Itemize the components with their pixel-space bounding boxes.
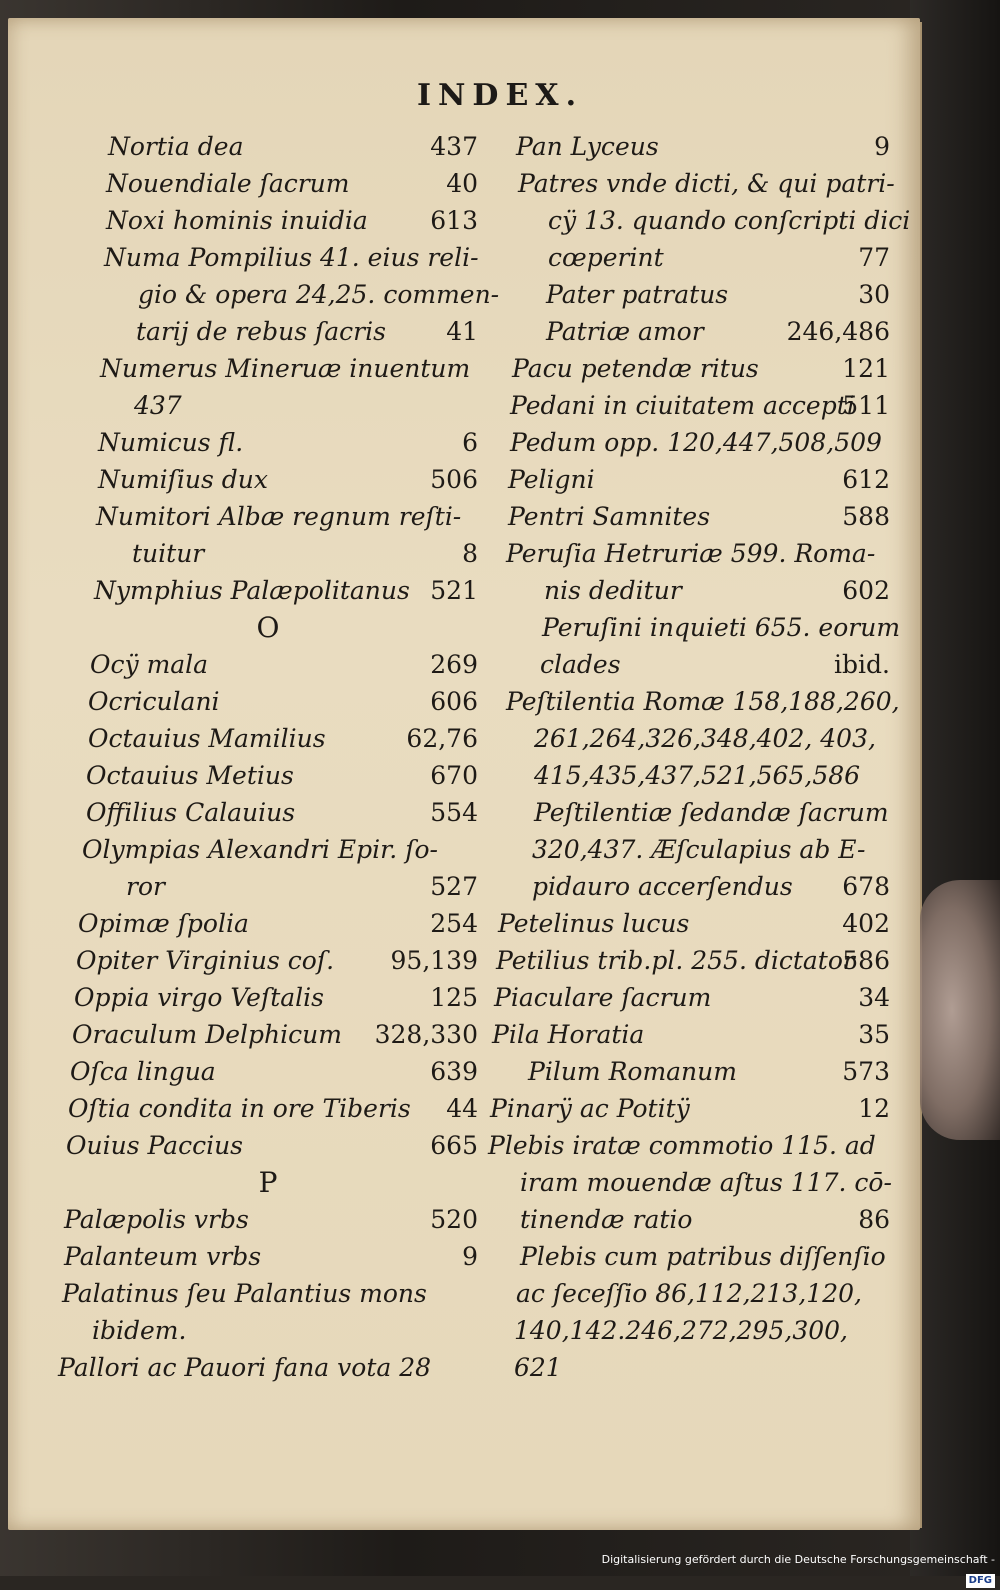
index-column-left <box>58 128 500 1386</box>
index-entry-page: 12 <box>858 1094 890 1123</box>
index-entry <box>58 387 478 424</box>
index-entry-text: cœperint <box>548 243 664 272</box>
index-entry <box>488 1090 890 1127</box>
index-entry <box>488 1127 890 1164</box>
index-entry-page: 511 <box>842 391 890 420</box>
index-entry-text: Palanteum vrbs <box>64 1242 262 1271</box>
index-entry-text: Oſca lingua <box>70 1057 216 1086</box>
index-entry-page: 554 <box>430 798 478 827</box>
index-entry-text: Petelinus lucus <box>498 909 690 938</box>
index-entry-text: Plebis iratæ commotio 115. ad <box>488 1131 876 1160</box>
index-entry <box>58 239 478 276</box>
index-entry-text: Pedani in ciuitatem accepti <box>510 391 855 420</box>
index-entry <box>58 1090 478 1127</box>
index-entry <box>488 1275 890 1312</box>
index-entry <box>488 1016 890 1053</box>
index-entry <box>58 202 478 239</box>
index-entry-page: 95,139 <box>390 946 478 975</box>
index-entry-text: pidauro accerſendus <box>532 872 793 901</box>
index-entry-page: 613 <box>430 206 478 235</box>
index-entry-text: Pacu petendæ ritus <box>512 354 759 383</box>
index-entry <box>58 1275 478 1312</box>
index-entry <box>58 1201 478 1238</box>
index-entry-text: Numiſius dux <box>98 465 269 494</box>
index-entry <box>488 276 890 313</box>
index-entry-text: Octauius Metius <box>86 761 294 790</box>
index-entry-text: nis deditur <box>544 576 682 605</box>
index-section-letter: O <box>256 611 280 644</box>
index-entry-text: Opimæ ſpolia <box>78 909 249 938</box>
index-entry <box>58 350 478 387</box>
index-entry <box>58 683 478 720</box>
index-entry-text: tinendæ ratio <box>520 1205 693 1234</box>
index-entry <box>488 942 890 979</box>
index-entry-text: 415,435,437,521,565,586 <box>534 761 861 790</box>
index-entry-text: iram mouendæ aſtus 117. cō- <box>520 1168 892 1197</box>
index-entry <box>58 979 478 1016</box>
index-entry <box>58 128 478 165</box>
index-entry-text: Patriæ amor <box>546 317 704 346</box>
index-entry <box>488 979 890 1016</box>
index-entry-text: Pallori ac Pauori fana vota 28 <box>58 1353 432 1382</box>
index-entry-text: Pater patratus <box>546 280 729 309</box>
index-entry-text: Nortia dea <box>108 132 244 161</box>
index-entry <box>488 572 890 609</box>
index-entry-page: 665 <box>430 1131 478 1160</box>
index-entry <box>488 720 890 757</box>
index-entry-page: 639 <box>430 1057 478 1086</box>
index-entry <box>58 1016 478 1053</box>
index-entry-page: 40 <box>446 169 478 198</box>
index-entry <box>488 498 890 535</box>
index-entry <box>488 535 890 572</box>
index-entry <box>488 350 890 387</box>
index-entry-page: 328,330 <box>374 1020 478 1049</box>
index-entry-text: 437 <box>134 391 182 420</box>
index-entry <box>488 1053 890 1090</box>
index-entry-page: 586 <box>842 946 890 975</box>
index-entry <box>58 313 478 350</box>
index-entry-text: Peruſia Hetruriæ 599. Roma- <box>506 539 876 568</box>
index-entry-page: 678 <box>842 872 890 901</box>
index-entry <box>488 1201 890 1238</box>
index-entry-page: 125 <box>430 983 478 1012</box>
index-entry-text: Petilius trib.pl. 255. dictator <box>496 946 855 975</box>
index-entry <box>58 868 478 905</box>
index-entry-page: 437 <box>430 132 478 161</box>
index-entry <box>58 535 478 572</box>
digitization-credit <box>600 1550 995 1586</box>
index-entry-text: 621 <box>514 1353 562 1382</box>
index-entry <box>488 1349 890 1386</box>
index-entry-text: gio & opera 24,25. commen- <box>138 280 500 309</box>
index-entry-page: 44 <box>446 1094 478 1123</box>
index-entry-text: clades <box>540 650 621 679</box>
index-entry <box>58 1238 478 1275</box>
page-title: INDEX. <box>416 78 584 113</box>
index-entry-text: ibidem. <box>92 1316 187 1345</box>
index-entry-text: Numicus fl. <box>98 428 244 457</box>
index-entry-text: Peruſini inquieti 655. eorum <box>542 613 901 642</box>
index-entry-text: Ocriculani <box>88 687 220 716</box>
index-entry-text: Peſtilentiæ ſedandæ ſacrum <box>534 798 889 827</box>
thumb-overlay <box>920 880 1000 1140</box>
index-entry-text: ac ſeceſſio 86,112,213,120, <box>516 1279 862 1308</box>
index-entry <box>488 609 901 646</box>
index-entry-page: 606 <box>430 687 478 716</box>
index-entry <box>58 905 478 942</box>
index-entry <box>58 572 478 609</box>
index-entry-text: 261,264,326,348,402, 403, <box>534 724 876 753</box>
index-entry-text: Oppia virgo Veſtalis <box>74 983 324 1012</box>
index-entry <box>488 387 890 424</box>
dfg-logo: DFG <box>966 1574 995 1588</box>
index-entry <box>58 831 478 868</box>
index-entry-page: 77 <box>858 243 890 272</box>
index-entry-text: Pentri Samnites <box>508 502 711 531</box>
index-entry <box>488 683 900 720</box>
index-entry <box>488 461 890 498</box>
index-entry-text: Peligni <box>508 465 595 494</box>
index-entry-page: ibid. <box>834 650 890 679</box>
index-entry <box>488 831 890 868</box>
index-entry <box>58 794 478 831</box>
index-entry-page: 9 <box>874 132 890 161</box>
index-entry <box>488 165 895 202</box>
index-entry-text: Ocÿ mala <box>90 650 209 679</box>
index-entry-text: 140,142.246,272,295,300, <box>514 1316 848 1345</box>
scan-right-shadow <box>910 0 1000 1576</box>
index-entry-text: Palæpolis vrbs <box>64 1205 249 1234</box>
index-entry <box>58 646 478 683</box>
index-entry-text: ror <box>126 872 165 901</box>
index-entry <box>488 1238 890 1275</box>
index-entry-text: cÿ 13. quando conſcripti dici <box>548 206 911 235</box>
index-entry <box>488 757 890 794</box>
index-section-letter: P <box>258 1166 278 1199</box>
index-entry-page: 588 <box>842 502 890 531</box>
index-entry <box>488 202 911 239</box>
index-entry-text: Numerus Mineruæ inuentum <box>100 354 471 383</box>
index-entry-text: tarij de rebus ſacris <box>136 317 386 346</box>
index-entry-page: 506 <box>430 465 478 494</box>
index-entry-text: Ouius Paccius <box>66 1131 244 1160</box>
index-entry <box>488 313 890 350</box>
index-entry-page: 6 <box>462 428 478 457</box>
index-entry-text: 320,437. Æſculapius ab E- <box>532 835 866 864</box>
index-entry-text: Oſtia condita in ore Tiberis <box>68 1094 411 1123</box>
index-entry-text: Pedum opp. 120,447,508,509 <box>510 428 882 457</box>
index-entry-text: Peſtilentia Romæ 158,188,260, <box>506 687 900 716</box>
index-entry-text: tuitur <box>132 539 205 568</box>
index-entry <box>58 1349 478 1386</box>
index-entry <box>58 1127 478 1164</box>
index-entry-page: 254 <box>430 909 478 938</box>
index-entry-text: Opiter Virginius coſ. <box>76 946 335 975</box>
index-entry-text: Pila Horatia <box>492 1020 645 1049</box>
index-entry-text: Oraculum Delphicum <box>72 1020 342 1049</box>
index-entry-text: Piaculare ſacrum <box>494 983 712 1012</box>
index-entry-text: Palatinus ſeu Palantius mons <box>62 1279 427 1308</box>
index-entry-page: 35 <box>858 1020 890 1049</box>
index-entry <box>488 128 890 165</box>
index-entry-text: Nymphius Palæpolitanus <box>94 576 410 605</box>
index-entry-text: Nouendiale ſacrum <box>106 169 350 198</box>
index-entry <box>488 794 890 831</box>
index-entry-page: 34 <box>858 983 890 1012</box>
credit-text: Digitalisierung gefördert durch die Deutsche Forschungsgemeinschaft - <box>601 1553 995 1566</box>
index-entry <box>58 757 478 794</box>
index-entry-text: Patres vnde dicti, & qui patri- <box>518 169 895 198</box>
index-entry <box>58 461 478 498</box>
index-entry-page: 670 <box>430 761 478 790</box>
index-entry-text: Numitori Albæ regnum reſti- <box>96 502 462 531</box>
index-entry <box>58 424 478 461</box>
index-entry <box>58 942 478 979</box>
index-entry-text: Octauius Mamilius <box>88 724 326 753</box>
index-entry-page: 121 <box>842 354 890 383</box>
index-entry-page: 521 <box>430 576 478 605</box>
index-entry-page: 527 <box>430 872 478 901</box>
index-entry <box>488 868 890 905</box>
index-entry <box>488 1164 890 1201</box>
index-entry-text: Pilum Romanum <box>528 1057 737 1086</box>
index-entry <box>58 1312 478 1349</box>
index-entry <box>58 498 478 535</box>
index-entry <box>488 424 890 461</box>
index-entry <box>58 1053 478 1090</box>
index-entry-page: 8 <box>462 539 478 568</box>
index-entry-page: 246,486 <box>786 317 890 346</box>
index-entry <box>58 276 500 313</box>
index-entry-page: 602 <box>842 576 890 605</box>
index-entry-page: 573 <box>842 1057 890 1086</box>
index-entry-page: 612 <box>842 465 890 494</box>
index-entry <box>488 1312 890 1349</box>
index-entry <box>488 905 890 942</box>
index-entry-page: 62,76 <box>406 724 478 753</box>
index-entry-text: Pan Lyceus <box>516 132 659 161</box>
index-entry-text: Noxi hominis inuidia <box>106 206 368 235</box>
index-entry-page: 269 <box>430 650 478 679</box>
index-entry <box>488 239 890 276</box>
index-entry <box>58 165 478 202</box>
index-entry-text: Olympias Alexandri Epir. ſo- <box>82 835 438 864</box>
index-entry-text: Pinarÿ ac Potitÿ <box>490 1094 690 1123</box>
index-entry-text: Numa Pompilius 41. eius reli- <box>104 243 479 272</box>
index-entry-text: Plebis cum patribus diſſenſio <box>520 1242 886 1271</box>
index-entry-page: 86 <box>858 1205 890 1234</box>
index-entry <box>58 720 478 757</box>
index-entry-page: 402 <box>842 909 890 938</box>
index-entry-page: 520 <box>430 1205 478 1234</box>
index-entry-page: 41 <box>446 317 478 346</box>
index-entry <box>488 646 890 683</box>
index-entry-page: 30 <box>858 280 890 309</box>
index-entry-page: 9 <box>462 1242 478 1271</box>
index-column-right <box>488 128 911 1386</box>
index-entry-text: Offilius Calauius <box>86 798 296 827</box>
